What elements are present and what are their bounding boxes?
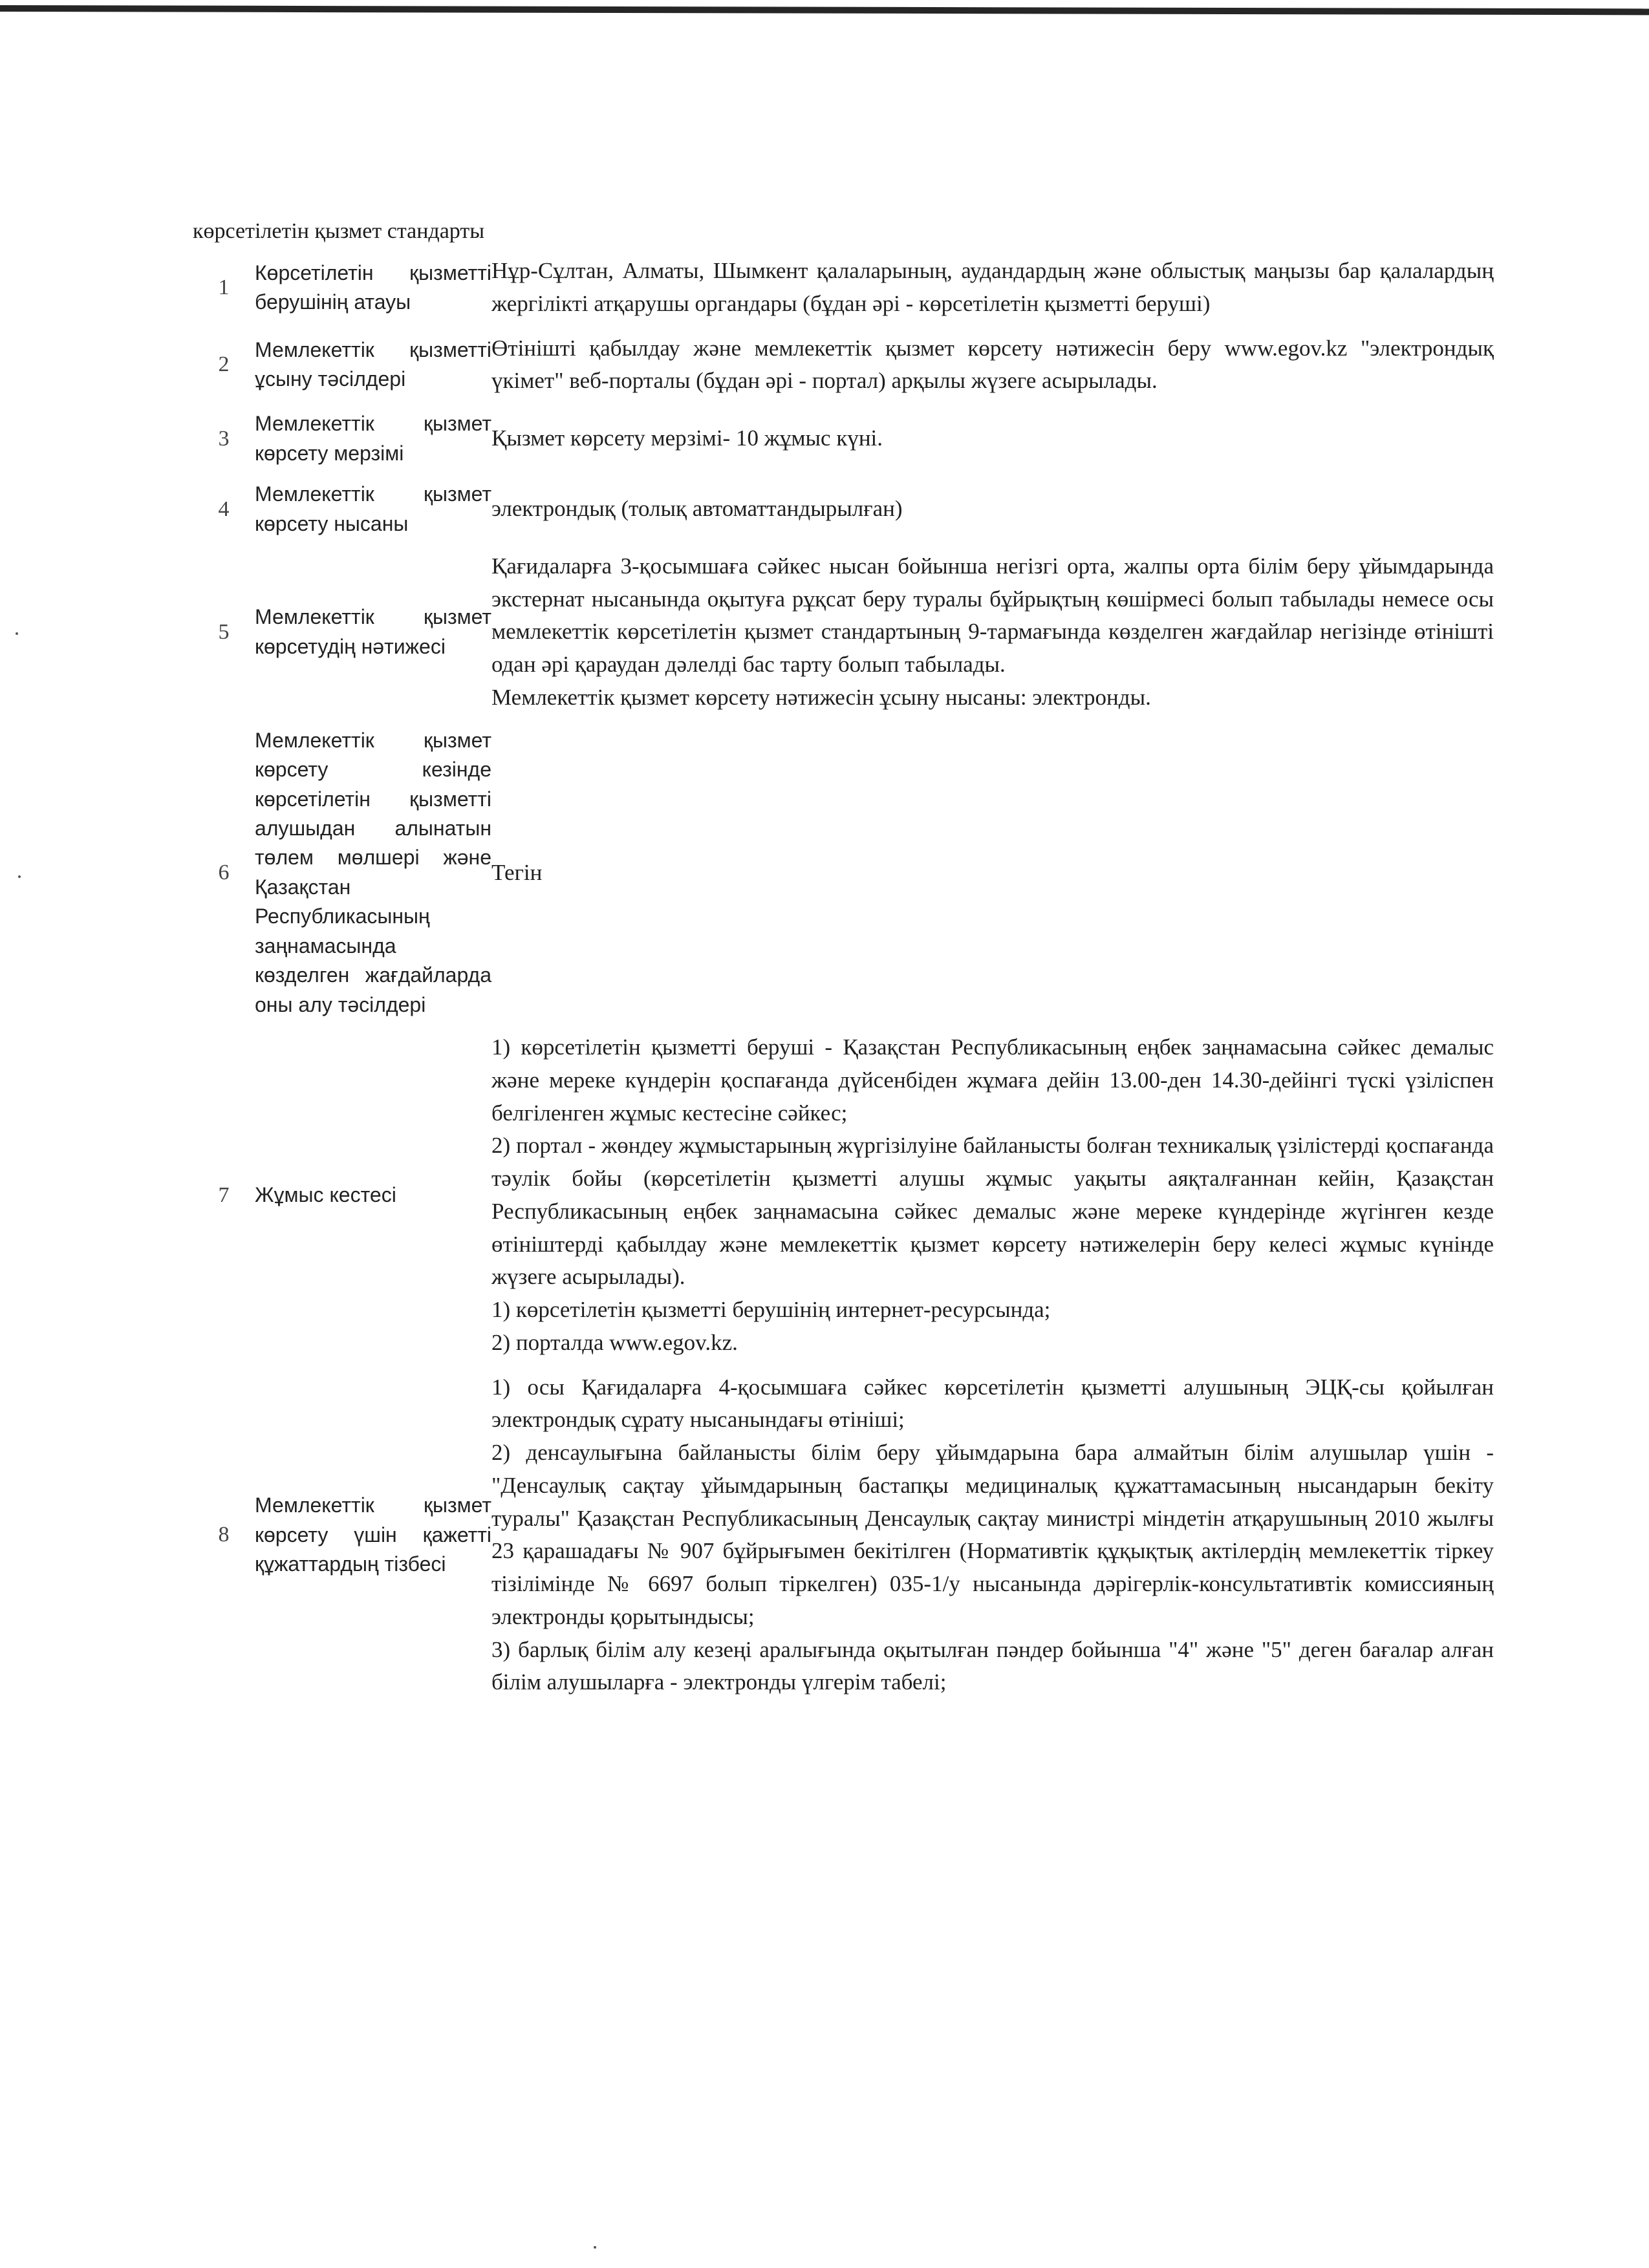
- row-description: [491, 422, 1494, 455]
- row-number: 2: [218, 352, 230, 377]
- row-number: 1: [218, 275, 230, 299]
- row-number: 3: [218, 426, 230, 451]
- row-number: 5: [218, 619, 230, 644]
- row-description: [491, 550, 1494, 714]
- description-line: Нұр-Сұлтан, Алматы, Шымкент қалаларының, аудандардың және облыстық маңызы бар қалалардың жергілікті атқарушы органдары (бұдан әрі - көрсетілетін қызметті беруші): [491, 258, 1494, 316]
- description-line: 3) барлық білім алу кезеңі аралығында оқытылған пәндер бойынша "4" және "5" деген бағалар алған білім алушыларға - электронды үлгерім табелі;: [491, 1636, 1494, 1695]
- row-description: [491, 1031, 1494, 1360]
- row-number: 6: [218, 860, 230, 884]
- description-line: 2) денсаулығына байланысты білім беру ұйымдарына бара алмайтын білім алушылар үшін - "Денсаулық сақтау ұйымдарының бастапқы медициналық құжаттамасының нысандарын бекіту туралы" Қазақстан Республикасының Денсаулық сақтау министрі міндетін атқарушының 2010 жылғы 23 қарашадағы № 907 бұйрығымен бекітілген (Нормативтік құқықтық актілердің мемлекеттік тіркеу тізілімінде № 6697 болып тіркелген) 035-1/у нысанында дәрігерлік-консультативтік комиссияның электронды қорытындысы;: [491, 1440, 1494, 1629]
- row-label: Мемлекеттік қызмет көрсету нысаны: [255, 482, 491, 535]
- row-label: Мемлекеттік қызмет көрсету мерзімі: [255, 412, 491, 465]
- row-description: [491, 857, 1494, 890]
- description-line: Қағидаларға 3-қосымшаға сәйкес нысан бойынша негізгі орта, жалпы орта білім беру ұйымдарында экстернат нысанында оқытуға рұқсат беру туралы бұйрықтың көшірмесі болып табылады немесе осы мемлекеттік көрсетілетін қызмет стандартының 9-тармағында көзделген жағдайлар негізінде өтінішті одан әрі қараудан дәлелді бас тарту болып табылады.: [491, 553, 1494, 678]
- description-line: 1) көрсетілетін қызметті берушінің интернет-ресурсында;: [491, 1297, 1051, 1323]
- description-line: 2) порталда www.egov.kz.: [491, 1329, 738, 1355]
- description-line: 2) портал - жөндеу жұмыстарының жүргізілуіне байланысты болған техникалық үзілістерді қоспағанда тәулік бойы (көрсетілетін қызметті алушы жұмыс уақыты аяқталғаннан кейін, Қазақстан Республикасының еңбек заңнамасына сәйкес демалыс және мереке күндерінде жүгінген кезде өтініштерді қабылдау және мемлекеттік қызмет көрсету нәтижелерін беру келесі жұмыс күнінде жүзеге асырылады).: [491, 1133, 1494, 1290]
- description-line: 1) көрсетілетін қызметті беруші - Қазақстан Республикасының еңбек заңнамасына сәйкес демалыс және мереке күндерін қоспағанда дүйсенбіден жұмаға дейін 13.00-ден 14.30-дейінгі түскі үзіліспен белгіленген жұмыс кестесіне сәйкес;: [491, 1034, 1494, 1126]
- scan-speck: [594, 2246, 596, 2249]
- table-row: [193, 409, 1494, 468]
- row-label: Жұмыс кестесі: [255, 1183, 396, 1207]
- table-row: [193, 255, 1494, 321]
- table-row: [193, 480, 1494, 539]
- row-number: 7: [218, 1182, 230, 1207]
- table-row: [193, 332, 1494, 398]
- row-label: Мемлекеттік қызметті ұсыну тәсілдері: [255, 338, 491, 391]
- table-row: [193, 1371, 1494, 1700]
- row-description: [491, 255, 1494, 321]
- row-label: Мемлекеттік қызмет көрсетудің нәтижесі: [255, 605, 491, 658]
- description-line: Өтінішті қабылдау және мемлекеттік қызмет көрсету нәтижесін беру www.egov.kz "электрондық үкімет" веб-порталы (бұдан әрі - портал) арқылы жүзеге асырылады.: [491, 335, 1494, 394]
- row-label: Мемлекеттік қызмет көрсету үшін қажетті құжаттардың тізбесі: [255, 1493, 491, 1576]
- table-row: [193, 1031, 1494, 1360]
- row-number: 4: [218, 497, 230, 521]
- scan-speck: [16, 632, 18, 635]
- row-description: [491, 1371, 1494, 1700]
- table-row: [193, 550, 1494, 714]
- row-description: [491, 332, 1494, 398]
- scan-speck: [18, 875, 21, 878]
- description-line: электрондық (толық автоматтандырылған): [491, 496, 903, 522]
- description-line: 1) осы Қағидаларға 4-қосымшаға сәйкес көрсетілетін қызметті алушының ЭЦҚ-сы қойылған электрондық сұрату нысанындағы өтініші;: [491, 1374, 1494, 1433]
- table-row: [193, 726, 1494, 1020]
- document-page: [193, 217, 1494, 1711]
- scan-edge: [0, 5, 1649, 15]
- row-label: Көрсетілетін қызметті берушінің атауы: [255, 261, 491, 314]
- description-line: Тегін: [491, 859, 543, 885]
- row-description: [491, 493, 1494, 526]
- row-number: 8: [218, 1523, 230, 1547]
- standard-table: [193, 255, 1494, 1699]
- description-line: Қызмет көрсету мерзімі- 10 жұмыс күні.: [491, 425, 883, 451]
- document-heading: көрсетілетін қызмет стандарты: [193, 219, 485, 243]
- row-label: Мемлекеттік қызмет көрсету кезінде көрсетілетін қызметті алушыдан алынатын төлем мөлшері және Қазақстан Республикасының заңнамасында көзделген жағдайларда оны алу тәсілдері: [255, 728, 491, 1016]
- description-line: Мемлекеттік қызмет көрсету нәтижесін ұсыну нысаны: электронды.: [491, 684, 1151, 710]
